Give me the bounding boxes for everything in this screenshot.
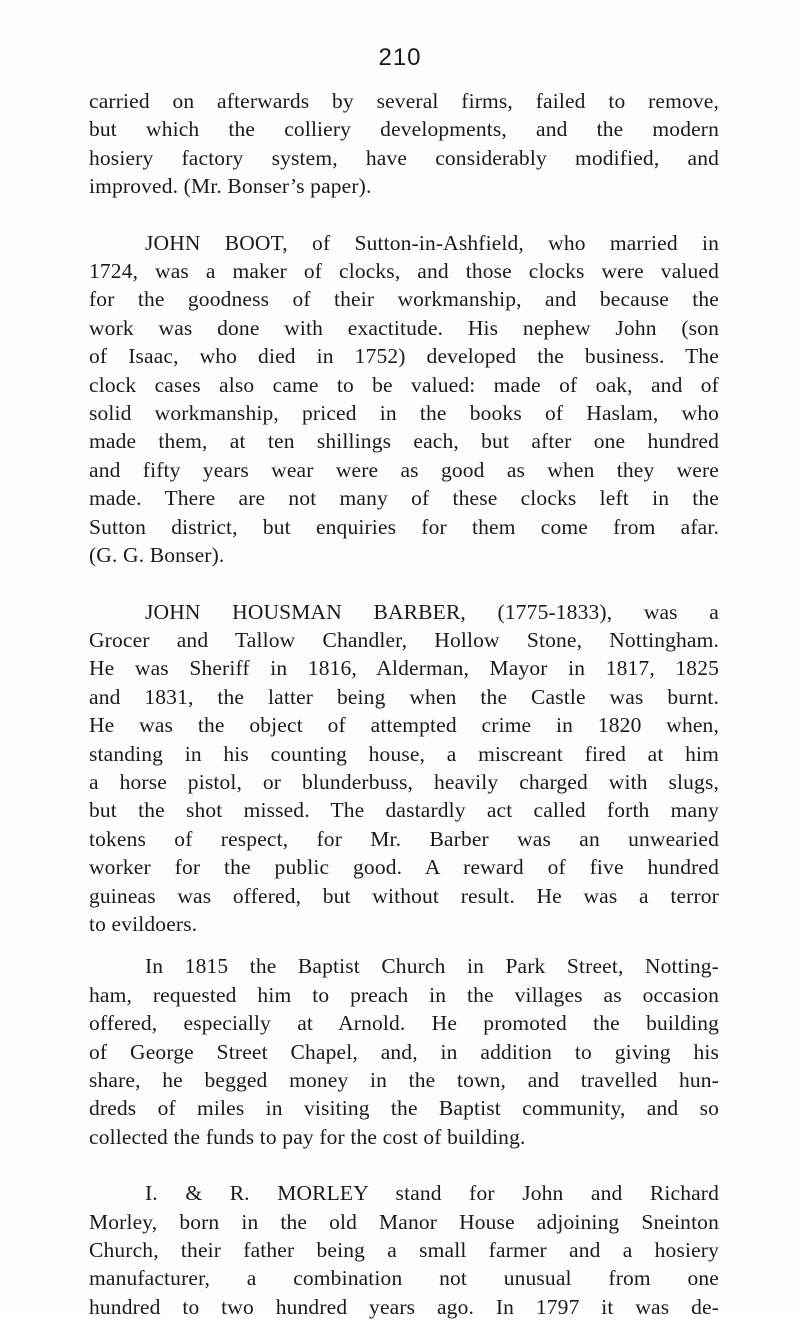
- text-line: In 1815 the Baptist Church in Park Street, Notting-: [145, 954, 719, 979]
- text-line: improved. (Mr. Bonser’s paper).: [89, 174, 372, 199]
- text-line: JOHN BOOT, of Sutton-in-Ashfield, who married in: [145, 230, 719, 255]
- text-line: work was done with exactitude. His nephew John (son: [89, 315, 719, 340]
- paragraph-colliery: [89, 87, 719, 201]
- text-line: solid workmanship, priced in the books of Haslam, who: [89, 401, 719, 426]
- paragraph-john-housman-barber: [89, 598, 719, 939]
- text-line: tokens of respect, for Mr. Barber was an unwearied: [89, 826, 719, 851]
- text-line: and 1831, the latter being when the Castle was burnt.: [89, 684, 719, 709]
- text-line: and fifty years wear were as good as when they were: [89, 457, 719, 482]
- text-line: manufacturer, a combination not unusual from one: [89, 1266, 719, 1291]
- text-line: but the shot missed. The dastardly act called forth many: [89, 798, 719, 823]
- text-line: standing in his counting house, a miscreant fired at him: [89, 741, 719, 766]
- paragraph-morley: [89, 1179, 719, 1321]
- text-line: for the goodness of their workmanship, and because the: [89, 287, 719, 312]
- text-line: clock cases also came to be valued: made of oak, and of: [89, 372, 719, 397]
- text-line: 1724, was a maker of clocks, and those clocks were valued: [89, 259, 719, 284]
- page-number: 210: [378, 44, 422, 71]
- paragraph-john-boot: [89, 229, 719, 570]
- text-line: made them, at ten shillings each, but after one hundred: [89, 429, 719, 454]
- text-line: I. & R. MORLEY stand for John and Richard: [145, 1181, 719, 1206]
- text-line: of George Street Chapel, and, in addition to giving his: [89, 1039, 719, 1064]
- text-line: carried on afterwards by several firms, failed to remove,: [89, 89, 719, 113]
- text-line: dreds of miles in visiting the Baptist community, and so: [89, 1096, 719, 1121]
- text-line: share, he begged money in the town, and travelled hun-: [89, 1068, 719, 1092]
- text-line: worker for the public good. A reward of five hundred: [89, 855, 719, 880]
- text-line: ham, requested him to preach in the villages as occasion: [89, 982, 719, 1007]
- text-line: JOHN HOUSMAN BARBER, (1775-1833), was a: [145, 599, 719, 624]
- text-line: He was the object of attempted crime in 1820 when,: [89, 713, 719, 738]
- text-line: (G. G. Bonser).: [89, 543, 225, 568]
- text-line: of Isaac, who died in 1752) developed the business. The: [89, 344, 719, 369]
- text-line: hosiery factory system, have considerably modified, and: [89, 145, 719, 170]
- text-line: Grocer and Tallow Chandler, Hollow Stone, Nottingham.: [89, 627, 719, 652]
- text-line: hundred to two hundred years ago. In 1797 it was de-: [89, 1294, 719, 1319]
- text-line: Sutton district, but enquiries for them come from afar.: [89, 514, 719, 539]
- text-line: to evildoers.: [89, 911, 198, 936]
- text-line: but which the colliery developments, and the modern: [89, 117, 719, 142]
- paragraph-baptist-church: [89, 952, 719, 1151]
- text-line: offered, especially at Arnold. He promoted the building: [89, 1011, 719, 1036]
- text-line: a horse pistol, or blunderbuss, heavily charged with slugs,: [89, 769, 719, 794]
- text-line: guineas was offered, but without result. He was a terror: [89, 883, 719, 908]
- text-line: collected the funds to pay for the cost of building.: [89, 1124, 526, 1149]
- text-line: Church, their father being a small farmer and a hosiery: [89, 1238, 719, 1263]
- text-line: made. There are not many of these clocks left in the: [89, 486, 719, 511]
- page-body: [89, 87, 719, 1321]
- text-line: Morley, born in the old Manor House adjoining Sneinton: [89, 1209, 719, 1234]
- text-line: He was Sheriff in 1816, Alderman, Mayor in 1817, 1825: [89, 656, 719, 681]
